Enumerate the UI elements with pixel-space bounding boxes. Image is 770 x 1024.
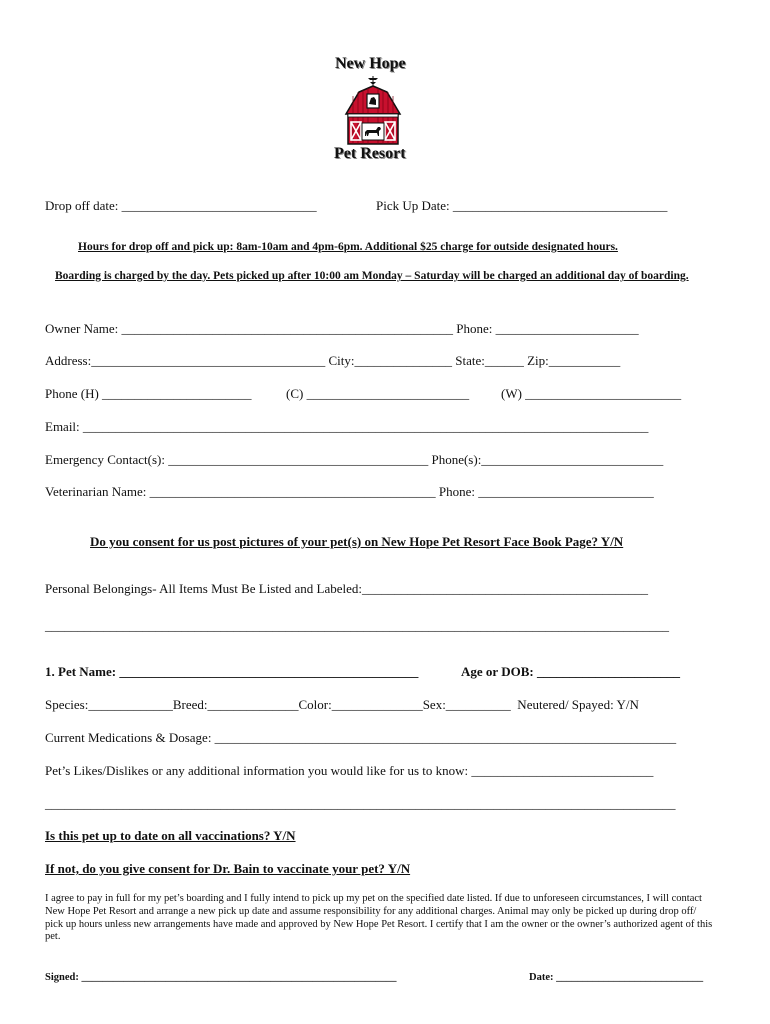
belongings-field-line-2[interactable]: ________________________________________________________________________________________________ — [45, 618, 669, 633]
vaccination-consent-question: If not, do you give consent for Dr. Bain to vaccinate your pet? Y/N — [45, 861, 411, 876]
phone-home-field[interactable]: Phone (H) _______________________ — [45, 386, 252, 401]
pet-name-field[interactable]: 1. Pet Name: ______________________________________________ — [45, 664, 419, 679]
age-dob-field[interactable]: Age or DOB: ______________________ — [461, 664, 680, 679]
veterinarian-field[interactable]: Veterinarian Name: ____________________________________________ Phone: ___________________________ — [45, 484, 654, 499]
agreement-paragraph: I agree to pay in full for my pet’s boarding and I fully intend to pick up my pet on the specified date listed. If due to unforeseen circumstances, I will contact New Hope Pet Resort and arrange a new pick up date and assume responsibility for any additional charges. Animal may only be picked up during drop off/ pick up hours unless new arrangements have made and approved by New Hope Pet Resort. I certify that I am the owner or the owner’s authorized agent of this pet. — [45, 893, 713, 943]
emergency-contact-field[interactable]: Emergency Contact(s): ________________________________________ Phone(s):____________________________ — [45, 452, 664, 467]
brand-name-bottom: Pet Resort — [334, 145, 406, 162]
signature-field[interactable]: Signed: ____________________________________________________________ — [45, 972, 397, 983]
hours-notice: Hours for drop off and pick up: 8am-10am and 4pm-6pm. Additional $25 charge for outside designated hours. — [78, 241, 618, 253]
medications-field[interactable]: Current Medications & Dosage: _______________________________________________________________________ — [45, 730, 677, 745]
boarding-notice: Boarding is charged by the day. Pets picked up after 10:00 am Monday – Saturday will be charged an additional day of boarding. — [55, 270, 689, 282]
species-breed-color-sex-field[interactable]: Species:_____________Breed:______________Color:______________Sex:__________ Neutered/ Spayed: Y/N — [45, 697, 639, 712]
brand-name-top: New Hope — [335, 55, 406, 72]
drop-off-date-field[interactable]: Drop off date: ______________________________ — [45, 198, 317, 213]
address-field[interactable]: Address:____________________________________ City:_______________ State:______ Zip:___________ — [45, 353, 621, 368]
phone-work-field[interactable]: (W) ________________________ — [501, 386, 682, 401]
additional-info-field[interactable]: _________________________________________________________________________________________________ — [45, 796, 676, 811]
pick-up-date-field[interactable]: Pick Up Date: _________________________________ — [376, 198, 668, 213]
signature-date-field[interactable]: Date: ____________________________ — [529, 972, 704, 983]
barn-logo-icon — [343, 74, 403, 146]
photo-consent-question: Do you consent for us post pictures of your pet(s) on New Hope Pet Resort Face Book Page? Y/N — [90, 534, 624, 549]
belongings-field[interactable]: ____________________________________________ — [362, 581, 649, 596]
owner-name-field[interactable]: Owner Name: ___________________________________________________ Phone: ______________________ — [45, 321, 639, 336]
vaccination-question: Is this pet up to date on all vaccinations? Y/N — [45, 828, 296, 843]
belongings-label — [45, 582, 648, 595]
email-field[interactable]: Email: _______________________________________________________________________________________ — [45, 419, 649, 434]
likes-dislikes-field[interactable]: Pet’s Likes/Dislikes or any additional information you would like for us to know: ____________________________ — [45, 763, 654, 778]
belongings-label-text: Personal Belongings- All Items Must Be Listed and Labeled: — [45, 581, 363, 596]
phone-cell-field[interactable]: (C) _________________________ — [286, 386, 470, 401]
